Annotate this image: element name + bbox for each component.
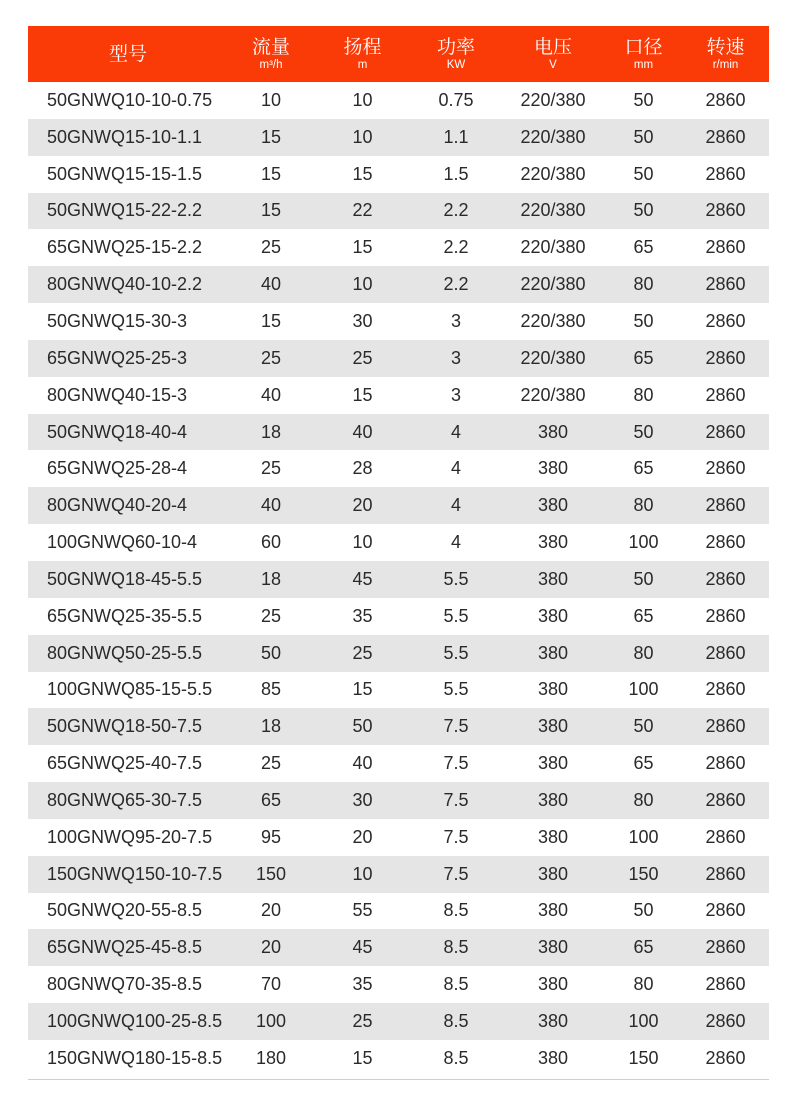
header-voltage-label: 电压 [533, 36, 572, 58]
cell-flow: 15 [260, 126, 282, 147]
cell-model: 50GNWQ20-55-8.5 [47, 900, 203, 921]
cell-head: 15 [352, 163, 373, 184]
cell-head: 10 [352, 126, 373, 147]
cell-head: 50 [352, 716, 373, 737]
cell-diameter: 80 [633, 789, 654, 810]
cell-model: 100GNWQ85-15-5.5 [47, 679, 213, 700]
cell-head: 40 [352, 753, 373, 774]
cell-power: 2.2 [443, 274, 469, 295]
cell-speed: 2860 [705, 458, 746, 479]
cell-model: 80GNWQ50-25-5.5 [47, 642, 203, 663]
cell-diameter: 100 [628, 1011, 659, 1032]
cell-model: 50GNWQ10-10-0.75 [47, 89, 213, 110]
header-head-unit: m [357, 59, 368, 71]
cell-diameter: 50 [633, 89, 654, 110]
cell-flow: 40 [260, 384, 282, 405]
cell-power: 7.5 [443, 826, 469, 847]
cell-voltage: 220/380 [520, 237, 586, 258]
cell-model: 100GNWQ100-25-8.5 [47, 1011, 223, 1032]
cell-flow: 180 [255, 1047, 287, 1068]
cell-flow: 15 [260, 200, 282, 221]
cell-model: 150GNWQ150-10-7.5 [47, 863, 223, 884]
table-row [28, 745, 769, 782]
cell-head: 35 [352, 605, 373, 626]
cell-flow: 15 [260, 163, 282, 184]
cell-power: 7.5 [443, 863, 469, 884]
table-row [28, 450, 769, 487]
header-diameter [605, 26, 682, 82]
cell-head: 10 [352, 274, 373, 295]
cell-power: 4 [450, 532, 461, 553]
cell-model: 50GNWQ15-30-3 [47, 310, 188, 331]
header-flow-label: 流量 [251, 36, 290, 58]
table-row [28, 156, 769, 193]
cell-speed: 2860 [705, 1047, 746, 1068]
cell-model: 100GNWQ60-10-4 [47, 532, 198, 553]
cell-voltage: 380 [537, 679, 569, 700]
cell-diameter: 150 [628, 863, 659, 884]
cell-diameter: 100 [628, 826, 659, 847]
cell-speed: 2860 [705, 716, 746, 737]
cell-voltage: 380 [537, 1047, 569, 1068]
cell-flow: 50 [260, 642, 282, 663]
cell-diameter: 50 [633, 900, 654, 921]
cell-head: 40 [352, 421, 373, 442]
cell-power: 3 [450, 347, 461, 368]
header-head [314, 26, 411, 82]
cell-voltage: 220/380 [520, 126, 586, 147]
header-voltage [501, 26, 605, 82]
cell-power: 3 [450, 310, 461, 331]
cell-voltage: 220/380 [520, 310, 586, 331]
cell-power: 4 [450, 458, 461, 479]
cell-speed: 2860 [705, 421, 746, 442]
cell-flow: 100 [255, 1011, 287, 1032]
cell-model: 100GNWQ95-20-7.5 [47, 826, 213, 847]
cell-power: 7.5 [443, 789, 469, 810]
table-row [28, 929, 769, 966]
table-row [28, 893, 769, 930]
cell-flow: 60 [260, 532, 282, 553]
cell-voltage: 380 [537, 605, 569, 626]
cell-diameter: 50 [633, 200, 654, 221]
cell-diameter: 80 [633, 384, 654, 405]
cell-diameter: 80 [633, 495, 654, 516]
cell-model: 50GNWQ18-45-5.5 [47, 568, 203, 589]
cell-diameter: 100 [628, 679, 659, 700]
cell-flow: 20 [260, 937, 282, 958]
cell-model: 50GNWQ15-10-1.1 [47, 126, 203, 147]
table-row [28, 414, 769, 451]
cell-speed: 2860 [705, 163, 746, 184]
cell-voltage: 380 [537, 789, 569, 810]
cell-model: 80GNWQ40-20-4 [47, 495, 188, 516]
cell-power: 1.1 [443, 126, 469, 147]
header-power [411, 26, 501, 82]
cell-power: 8.5 [443, 900, 469, 921]
cell-head: 30 [352, 789, 373, 810]
cell-flow: 65 [260, 789, 282, 810]
cell-diameter: 50 [633, 310, 654, 331]
cell-head: 45 [352, 568, 373, 589]
cell-flow: 18 [260, 421, 282, 442]
cell-speed: 2860 [705, 126, 746, 147]
cell-speed: 2860 [705, 237, 746, 258]
cell-flow: 25 [260, 458, 282, 479]
header-flow [228, 26, 314, 82]
table-row [28, 635, 769, 672]
table-row [28, 819, 769, 856]
table-row [28, 487, 769, 524]
cell-power: 5.5 [443, 642, 469, 663]
cell-speed: 2860 [705, 200, 746, 221]
cell-model: 65GNWQ25-40-7.5 [47, 753, 203, 774]
header-speed [682, 26, 769, 82]
cell-speed: 2860 [705, 605, 746, 626]
cell-speed: 2860 [705, 1011, 746, 1032]
cell-voltage: 380 [537, 532, 569, 553]
cell-flow: 15 [260, 310, 282, 331]
cell-speed: 2860 [705, 937, 746, 958]
cell-flow: 40 [260, 495, 282, 516]
cell-power: 7.5 [443, 716, 469, 737]
cell-flow: 150 [255, 863, 287, 884]
cell-voltage: 380 [537, 495, 569, 516]
header-speed-unit: r/min [712, 59, 739, 71]
table-row [28, 966, 769, 1003]
table-row [28, 82, 769, 119]
cell-power: 4 [450, 421, 461, 442]
cell-voltage: 380 [537, 974, 569, 995]
cell-diameter: 65 [633, 347, 654, 368]
cell-voltage: 380 [537, 753, 569, 774]
cell-model: 50GNWQ15-22-2.2 [47, 200, 203, 221]
cell-power: 8.5 [443, 974, 469, 995]
header-diameter-label: 口径 [624, 36, 663, 58]
cell-model: 80GNWQ40-10-2.2 [47, 274, 203, 295]
cell-head: 35 [352, 974, 373, 995]
cell-flow: 70 [260, 974, 282, 995]
cell-head: 15 [352, 1047, 373, 1068]
cell-diameter: 100 [628, 532, 659, 553]
cell-voltage: 380 [537, 900, 569, 921]
header-model-label: 型号 [108, 43, 147, 65]
cell-voltage: 380 [537, 716, 569, 737]
cell-voltage: 220/380 [520, 89, 586, 110]
header-voltage-unit: V [549, 59, 557, 71]
cell-diameter: 65 [633, 237, 654, 258]
cell-power: 2.2 [443, 237, 469, 258]
cell-flow: 10 [260, 89, 282, 110]
cell-speed: 2860 [705, 753, 746, 774]
cell-flow: 25 [260, 605, 282, 626]
cell-voltage: 220/380 [520, 347, 586, 368]
header-head-label: 扬程 [343, 36, 382, 58]
cell-model: 65GNWQ25-28-4 [47, 458, 188, 479]
cell-speed: 2860 [705, 568, 746, 589]
cell-voltage: 380 [537, 568, 569, 589]
cell-head: 10 [352, 532, 373, 553]
cell-power: 1.5 [443, 163, 469, 184]
cell-diameter: 50 [633, 568, 654, 589]
table-row [28, 708, 769, 745]
header-speed-label: 转速 [706, 36, 745, 58]
cell-flow: 20 [260, 900, 282, 921]
cell-model: 80GNWQ70-35-8.5 [47, 974, 203, 995]
cell-voltage: 220/380 [520, 274, 586, 295]
cell-power: 4 [450, 495, 461, 516]
cell-voltage: 380 [537, 1011, 569, 1032]
cell-speed: 2860 [705, 900, 746, 921]
cell-speed: 2860 [705, 310, 746, 331]
cell-speed: 2860 [705, 347, 746, 368]
cell-model: 50GNWQ18-40-4 [47, 421, 188, 442]
cell-speed: 2860 [705, 789, 746, 810]
cell-speed: 2860 [705, 384, 746, 405]
cell-power: 5.5 [443, 679, 469, 700]
header-model [28, 26, 228, 82]
cell-speed: 2860 [705, 642, 746, 663]
header-power-unit: KW [446, 59, 466, 71]
table-row [28, 266, 769, 303]
cell-diameter: 80 [633, 974, 654, 995]
header-flow-unit: m³/h [259, 59, 283, 71]
cell-speed: 2860 [705, 274, 746, 295]
cell-speed: 2860 [705, 679, 746, 700]
cell-flow: 18 [260, 716, 282, 737]
cell-model: 65GNWQ25-35-5.5 [47, 605, 203, 626]
cell-head: 20 [352, 495, 373, 516]
cell-diameter: 50 [633, 126, 654, 147]
table-row [28, 524, 769, 561]
cell-head: 15 [352, 237, 373, 258]
cell-flow: 25 [260, 347, 282, 368]
table-row [28, 561, 769, 598]
cell-power: 8.5 [443, 937, 469, 958]
cell-model: 80GNWQ65-30-7.5 [47, 789, 203, 810]
cell-flow: 25 [260, 237, 282, 258]
table-row [28, 340, 769, 377]
cell-diameter: 50 [633, 163, 654, 184]
cell-voltage: 380 [537, 937, 569, 958]
table-row [28, 1003, 769, 1040]
table-body [28, 82, 769, 1077]
cell-model: 50GNWQ18-50-7.5 [47, 716, 203, 737]
cell-voltage: 380 [537, 458, 569, 479]
cell-head: 22 [352, 200, 373, 221]
cell-head: 55 [352, 900, 373, 921]
cell-head: 25 [352, 1011, 373, 1032]
table-row [28, 193, 769, 230]
cell-power: 8.5 [443, 1011, 469, 1032]
cell-speed: 2860 [705, 495, 746, 516]
cell-head: 30 [352, 310, 373, 331]
cell-flow: 85 [260, 679, 282, 700]
cell-power: 5.5 [443, 605, 469, 626]
cell-head: 10 [352, 89, 373, 110]
cell-speed: 2860 [705, 89, 746, 110]
cell-head: 20 [352, 826, 373, 847]
cell-head: 15 [352, 679, 373, 700]
table-row [28, 672, 769, 709]
table-row [28, 377, 769, 414]
cell-diameter: 80 [633, 274, 654, 295]
table-header [28, 26, 769, 82]
cell-power: 0.75 [438, 89, 474, 110]
cell-voltage: 380 [537, 642, 569, 663]
header-diameter-unit: mm [633, 59, 654, 71]
cell-diameter: 65 [633, 605, 654, 626]
cell-power: 8.5 [443, 1047, 469, 1068]
table-row [28, 1040, 769, 1077]
cell-flow: 18 [260, 568, 282, 589]
cell-diameter: 65 [633, 937, 654, 958]
spec-table [28, 26, 769, 1080]
cell-voltage: 220/380 [520, 163, 586, 184]
cell-head: 25 [352, 642, 373, 663]
table-row [28, 598, 769, 635]
cell-head: 25 [352, 347, 373, 368]
cell-power: 7.5 [443, 753, 469, 774]
cell-head: 28 [352, 458, 373, 479]
cell-model: 150GNWQ180-15-8.5 [47, 1047, 223, 1068]
cell-head: 45 [352, 937, 373, 958]
cell-model: 65GNWQ25-45-8.5 [47, 937, 203, 958]
table-row [28, 119, 769, 156]
cell-flow: 25 [260, 753, 282, 774]
cell-head: 15 [352, 384, 373, 405]
cell-voltage: 380 [537, 826, 569, 847]
cell-diameter: 65 [633, 458, 654, 479]
cell-flow: 40 [260, 274, 282, 295]
cell-speed: 2860 [705, 826, 746, 847]
cell-voltage: 380 [537, 863, 569, 884]
cell-diameter: 150 [628, 1047, 659, 1068]
cell-flow: 95 [260, 826, 282, 847]
cell-power: 5.5 [443, 568, 469, 589]
cell-model: 50GNWQ15-15-1.5 [47, 163, 203, 184]
cell-power: 2.2 [443, 200, 469, 221]
table-bottom-divider [28, 1079, 769, 1080]
cell-voltage: 220/380 [520, 384, 586, 405]
cell-diameter: 50 [633, 716, 654, 737]
table-row [28, 856, 769, 893]
cell-head: 10 [352, 863, 373, 884]
cell-model: 65GNWQ25-25-3 [47, 347, 188, 368]
cell-voltage: 380 [537, 421, 569, 442]
cell-speed: 2860 [705, 532, 746, 553]
cell-speed: 2860 [705, 974, 746, 995]
cell-diameter: 50 [633, 421, 654, 442]
cell-voltage: 220/380 [520, 200, 586, 221]
header-power-label: 功率 [436, 36, 475, 58]
table-row [28, 229, 769, 266]
table-row [28, 303, 769, 340]
cell-speed: 2860 [705, 863, 746, 884]
cell-diameter: 80 [633, 642, 654, 663]
cell-model: 65GNWQ25-15-2.2 [47, 237, 203, 258]
cell-diameter: 65 [633, 753, 654, 774]
table-row [28, 782, 769, 819]
cell-power: 3 [450, 384, 461, 405]
cell-model: 80GNWQ40-15-3 [47, 384, 188, 405]
